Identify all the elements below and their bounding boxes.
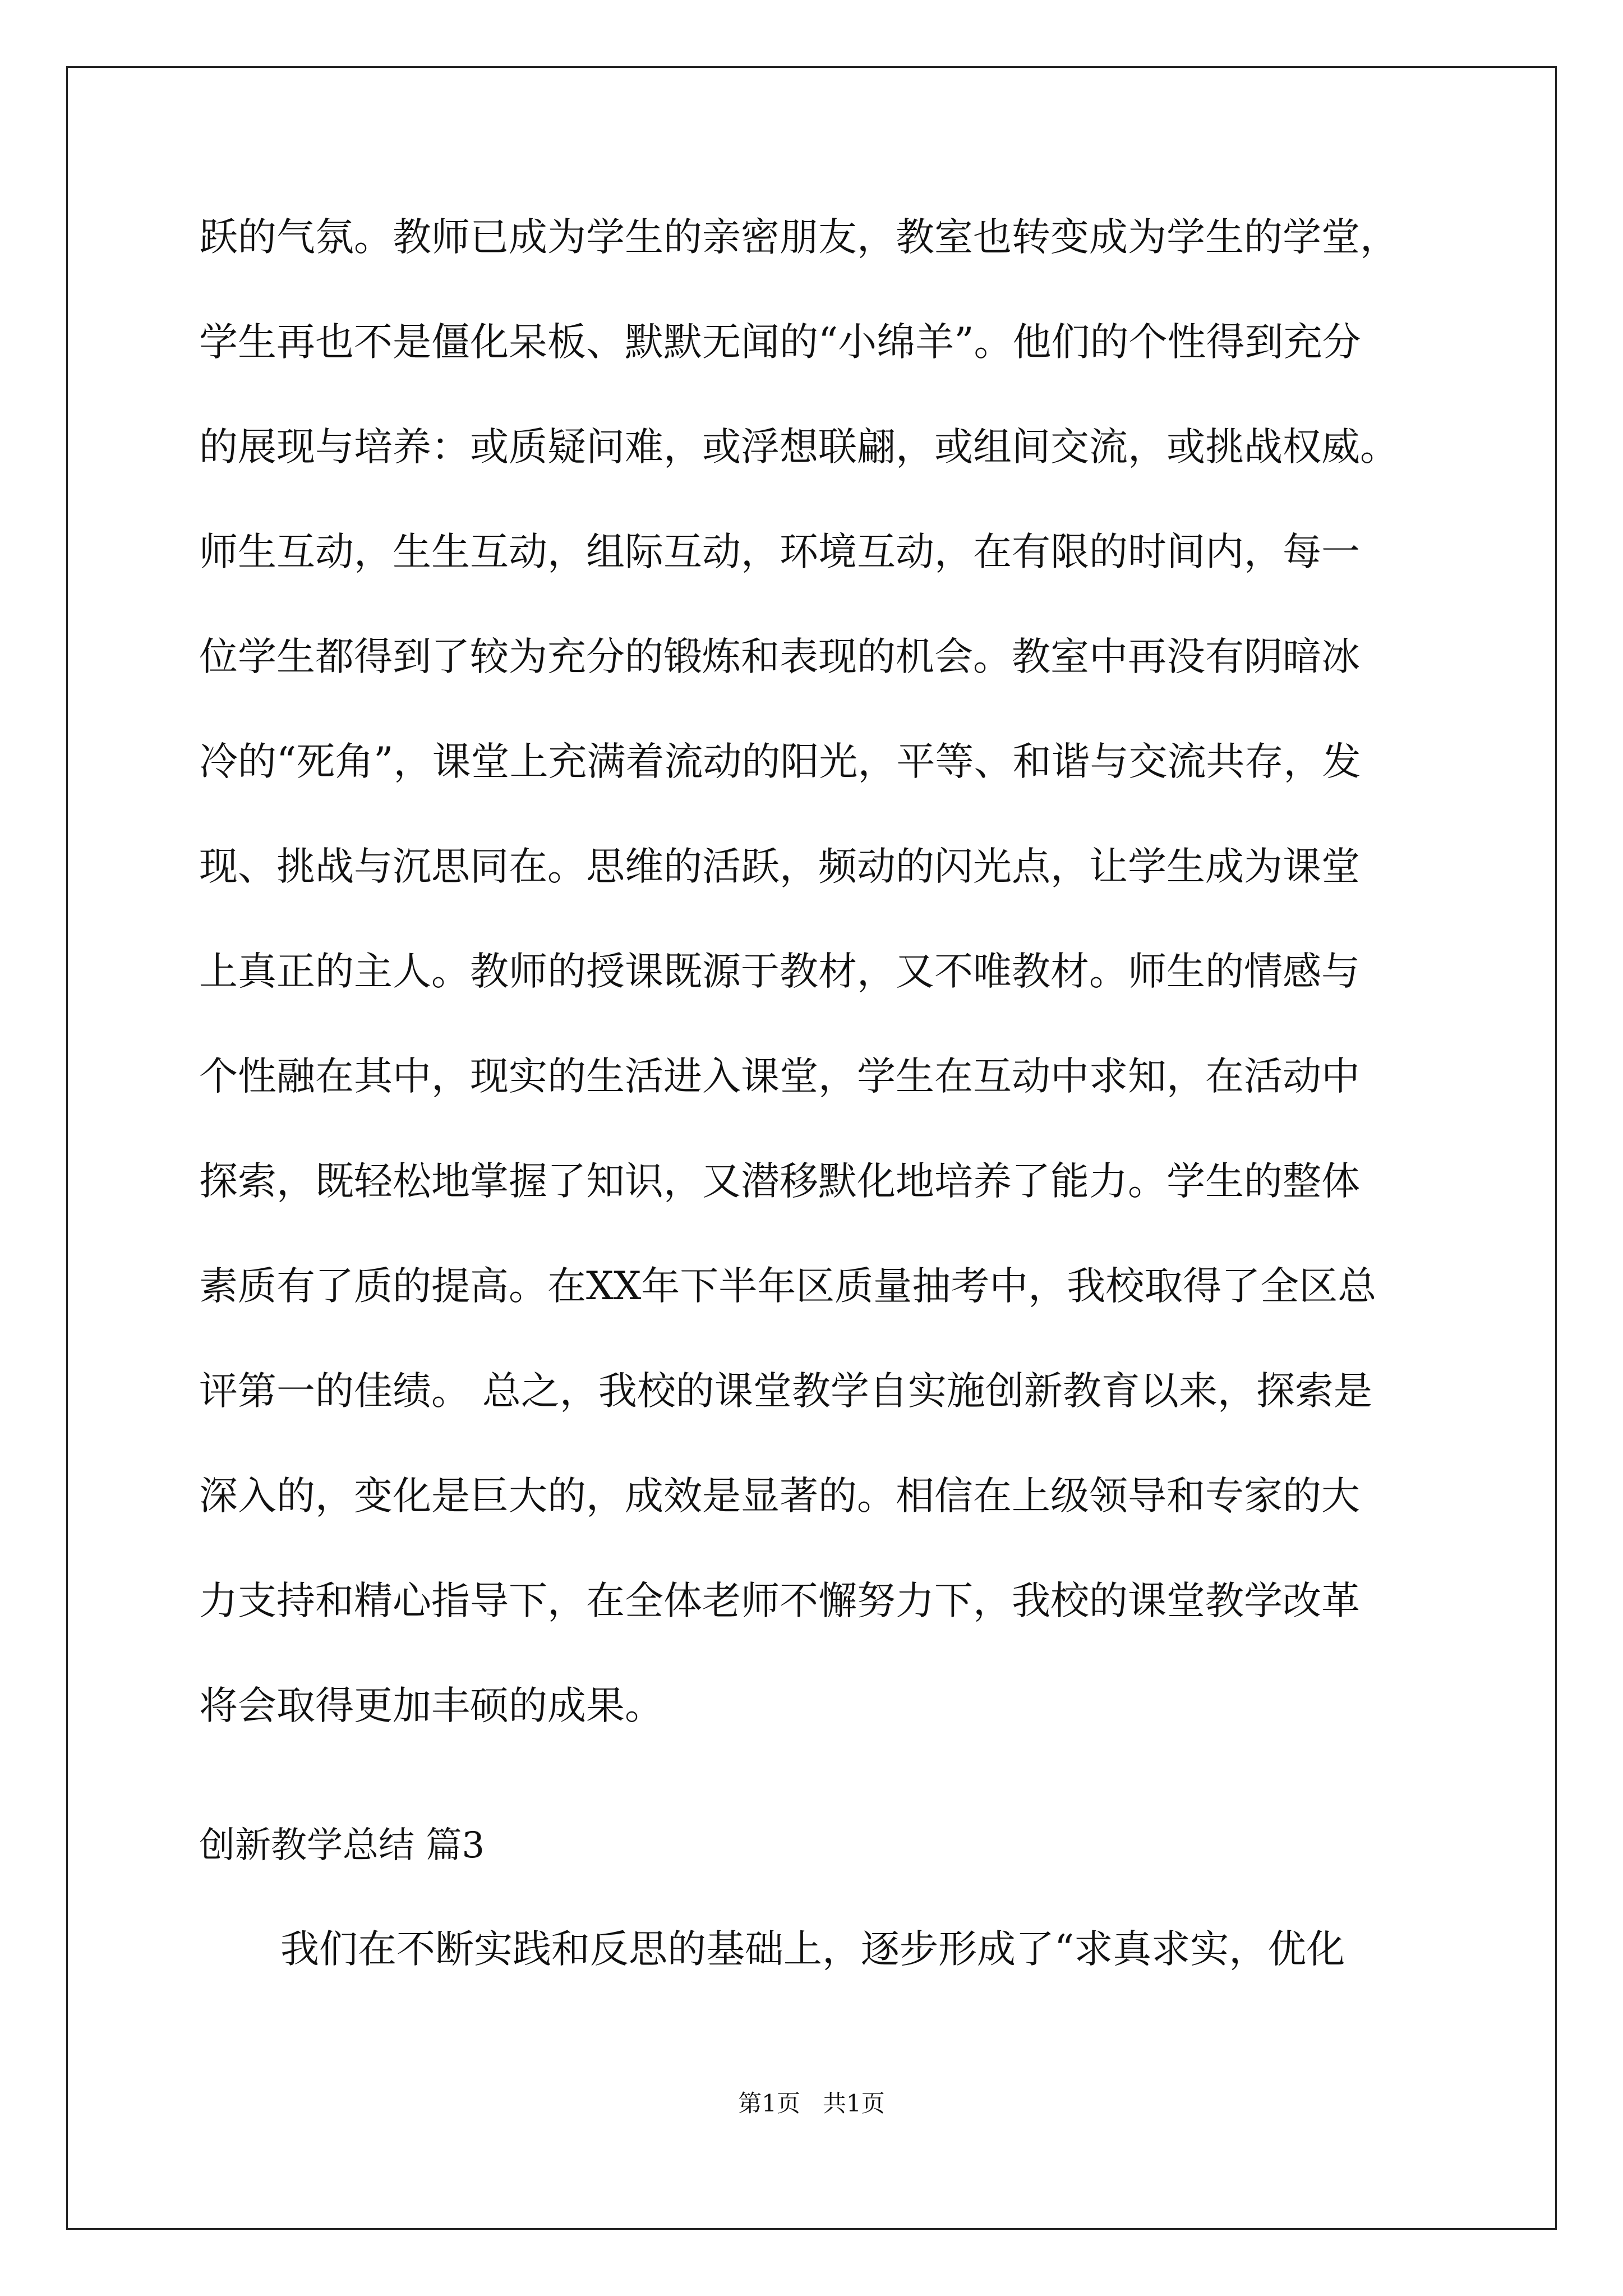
body-line: 个性融在其中，现实的生活进入课堂，学生在互动中求知，在活动中 — [199, 1054, 1360, 1099]
body-line: 深入的，变化是巨大的，成效是显著的。相信在上级领导和专家的大 — [199, 1474, 1360, 1519]
paragraph-first-line: 我们在不断实践和反思的基础上，逐步形成了“求真求实，优化 — [280, 1927, 1345, 1972]
body-text — [199, 206, 1441, 1780]
body-line: 评第一的佳绩。 总之，我校的课堂教学自实施创新教育以来，探索是 — [199, 1369, 1372, 1414]
body-line: 素质有了质的提高。在XX年下半年区质量抽考中，我校取得了全区总 — [199, 1264, 1377, 1309]
body-line: 位学生都得到了较为充分的锻炼和表现的机会。教室中再没有阴暗冰 — [199, 634, 1360, 679]
body-line: 冷的“死角”，课堂上充满着流动的阳光，平等、和谐与交流共存，发 — [199, 739, 1361, 784]
body-line: 力支持和精心指导下，在全体老师不懈努力下，我校的课堂教学改革 — [199, 1579, 1360, 1623]
page-number-footer: 第1页 共1页 — [738, 2090, 885, 2117]
body-line: 的展现与培养：或质疑问难，或浮想联翩，或组间交流，或挑战权威。 — [199, 425, 1399, 470]
body-line: 将会取得更加丰硕的成果。 — [199, 1683, 663, 1728]
body-line: 探索，既轻松地掌握了知识，又潜移默化地培养了能力。学生的整体 — [199, 1159, 1360, 1204]
body-line: 学生再也不是僵化呆板、默默无闻的“小绵羊”。他们的个性得到充分 — [199, 320, 1361, 365]
body-line: 现、挑战与沉思同在。思维的活跃，频动的闪光点，让学生成为课堂 — [199, 844, 1360, 889]
body-line: 师生互动，生生互动，组际互动，环境互动，在有限的时间内，每一 — [199, 530, 1360, 574]
section-heading: 创新教学总结 篇3 — [199, 1825, 485, 1866]
body-line: 跃的气氛。教师已成为学生的亲密朋友，教室也转变成为学生的学堂， — [199, 215, 1399, 260]
body-line: 上真正的主人。教师的授课既源于教材，又不唯教材。师生的情感与 — [199, 949, 1360, 994]
